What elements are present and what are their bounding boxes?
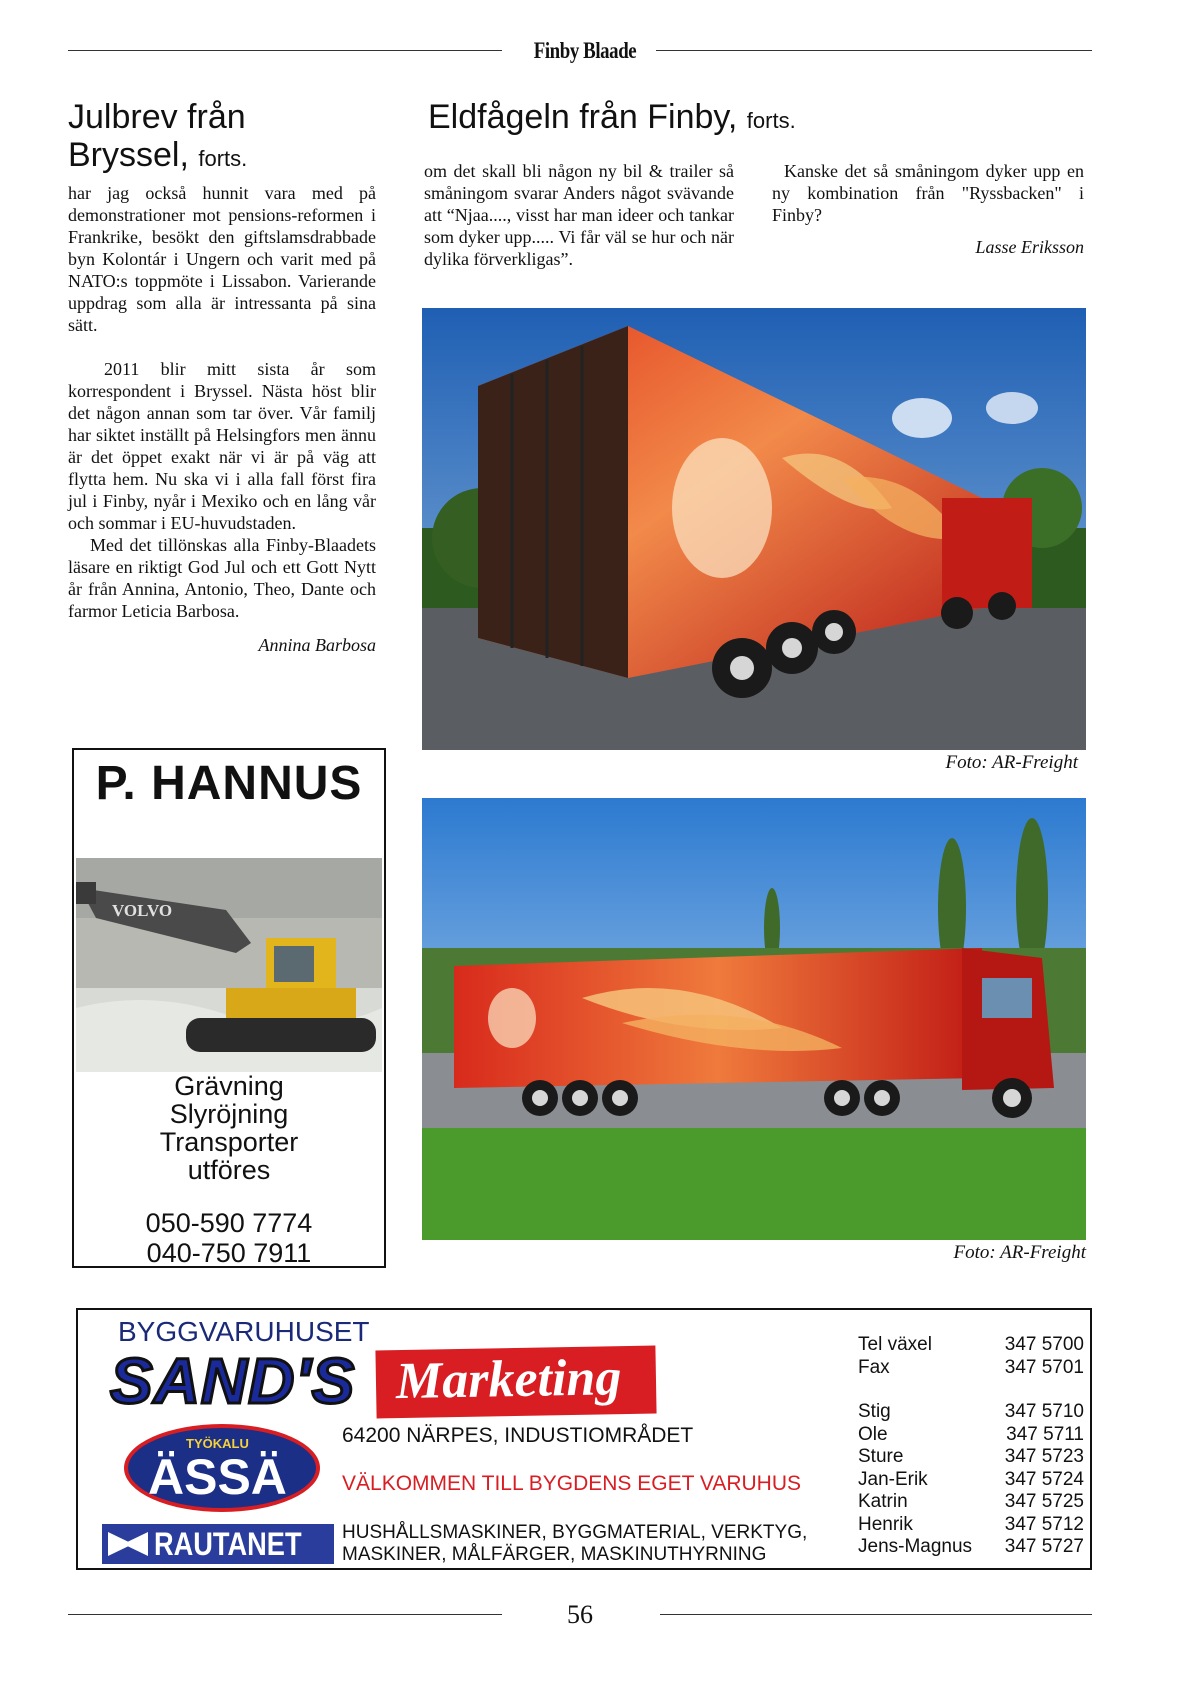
hannus-phone-2: 040-750 7911 bbox=[146, 1238, 312, 1268]
hannus-phone-1: 050-590 7774 bbox=[145, 1208, 313, 1238]
rautanet-logo bbox=[102, 1524, 334, 1564]
right-article-col2 bbox=[772, 160, 1084, 258]
tyokalu-text: TYÖKALU bbox=[186, 1436, 249, 1451]
right-article-col1: om det skall bli någon ny bil & trailer så småningom svarar Anders något svävande att “Njaa...., visst har man ideer och tankar som dyker upp..... Vi får väl se hur och när dylika förverkligas”. bbox=[424, 161, 734, 269]
photo2-caption: Foto: AR-Freight bbox=[953, 1242, 1086, 1263]
right-article-headline: Eldfågeln från Finby, forts. bbox=[428, 98, 796, 136]
contact-row: Sture 347 5723 bbox=[858, 1446, 1084, 1467]
marketing-text: Marketing bbox=[395, 1349, 622, 1411]
contact-row: Tel växel 347 5700 bbox=[858, 1334, 1084, 1355]
contact-row: Katrin 347 5725 bbox=[858, 1491, 1084, 1512]
right-col2-text: Kanske det så småningom dyker upp en ny kombination från "Ryssbacken" i Finby? bbox=[772, 161, 1084, 225]
service-4: utföres bbox=[187, 1155, 271, 1185]
truck-photo-rear bbox=[422, 308, 1086, 750]
sands-contacts bbox=[858, 1334, 1084, 1559]
hannus-brand: P. HANNUS bbox=[95, 757, 363, 810]
ad-sands bbox=[76, 1308, 1092, 1570]
right-headline-suffix: forts. bbox=[746, 108, 796, 133]
truck-side-illustration bbox=[422, 798, 1086, 1240]
footer-rule-left bbox=[68, 1614, 502, 1615]
left-para-2: 2011 blir mitt sista år som korrespondent i Bryssel. Nästa höst blir det någon annan som tar över. Vår familj har siktet inställt på Helsingfors men ännu är det öppet exakt när vi är på väg att flytta hem. Nu ska vi i alla fall först fira jul i Finby, nyår i Mexiko och en lång vår och sommar i EU-huvudstaden. bbox=[68, 359, 376, 533]
excavator-photo bbox=[76, 858, 382, 1072]
service-2: Slyröjning bbox=[169, 1099, 289, 1129]
excavator-icon bbox=[76, 858, 382, 1072]
truck-rear-illustration bbox=[422, 308, 1086, 750]
publication-title: Finby Blaade bbox=[533, 38, 637, 63]
contact-row: Fax 347 5701 bbox=[858, 1356, 1084, 1378]
sands-welcome: VÄLKOMMEN TILL BYGDENS EGET VARUHUS bbox=[342, 1472, 802, 1495]
contact-row: Jan-Erik 347 5724 bbox=[858, 1468, 1084, 1490]
sands-products-1: HUSHÅLLSMASKINER, BYGGMATERIAL, VERKTYG, bbox=[342, 1522, 808, 1543]
ad-hannus bbox=[72, 748, 386, 1268]
contact-row: Stig 347 5710 bbox=[858, 1401, 1084, 1422]
hannus-services bbox=[74, 1072, 384, 1184]
contact-row: Ole 347 5711 bbox=[858, 1423, 1084, 1445]
left-para-3: Med det tillönskas alla Finby-Blaadets läsare en riktigt God Jul och ett Gott Nytt år från Annina, Antonio, Theo, Dante och farmor Leticia Barbosa. bbox=[68, 535, 376, 621]
truck-photo-side bbox=[422, 798, 1086, 1240]
footer-rule-right bbox=[660, 1614, 1092, 1615]
assa-text: ÄSSÄ bbox=[148, 1449, 287, 1505]
photo1-caption: Foto: AR-Freight bbox=[945, 752, 1078, 773]
sands-address: 64200 NÄRPES, INDUSTIOMRÅDET bbox=[342, 1424, 694, 1447]
volvo-label: VOLVO bbox=[112, 901, 173, 920]
rautanet-icon bbox=[108, 1532, 148, 1556]
contact-row: Henrik 347 5712 bbox=[858, 1513, 1084, 1535]
left-article-body bbox=[68, 182, 376, 656]
header-rule-left bbox=[68, 50, 502, 51]
sands-products-2: MASKINER, MÅLFÄRGER, MASKINUTHYRNING bbox=[342, 1544, 767, 1565]
header-rule-right bbox=[656, 50, 1092, 51]
marketing-logo bbox=[375, 1346, 656, 1419]
left-para-1: har jag också hunnit vara med på demonstrationer mot pensions-reformen i Frankrike, besökt den giftslamsdrabbade byn Kolontár i Ungern och varit med på NATO:s toppmöte i Lissabon. Varierande uppdrag som alla är intressanta på sina sätt. bbox=[68, 183, 376, 335]
sands-top-label: BYGGVARUHUSET bbox=[118, 1316, 370, 1347]
left-headline-suffix: forts. bbox=[198, 146, 248, 171]
assa-logo bbox=[124, 1424, 320, 1512]
service-3: Transporter bbox=[159, 1127, 299, 1157]
right-signature: Lasse Eriksson bbox=[975, 237, 1084, 257]
left-signature: Annina Barbosa bbox=[258, 635, 376, 655]
contact-row: Jens-Magnus 347 5727 bbox=[858, 1536, 1084, 1557]
page-number: 56 bbox=[567, 1600, 593, 1629]
rautanet-text: RAUTANET bbox=[154, 1526, 302, 1562]
service-1: Grävning bbox=[174, 1071, 284, 1101]
hannus-phones bbox=[74, 1208, 384, 1268]
sands-logo: SAND'S bbox=[110, 1345, 356, 1417]
left-article-headline: Julbrev från Bryssel, forts. bbox=[68, 98, 248, 174]
